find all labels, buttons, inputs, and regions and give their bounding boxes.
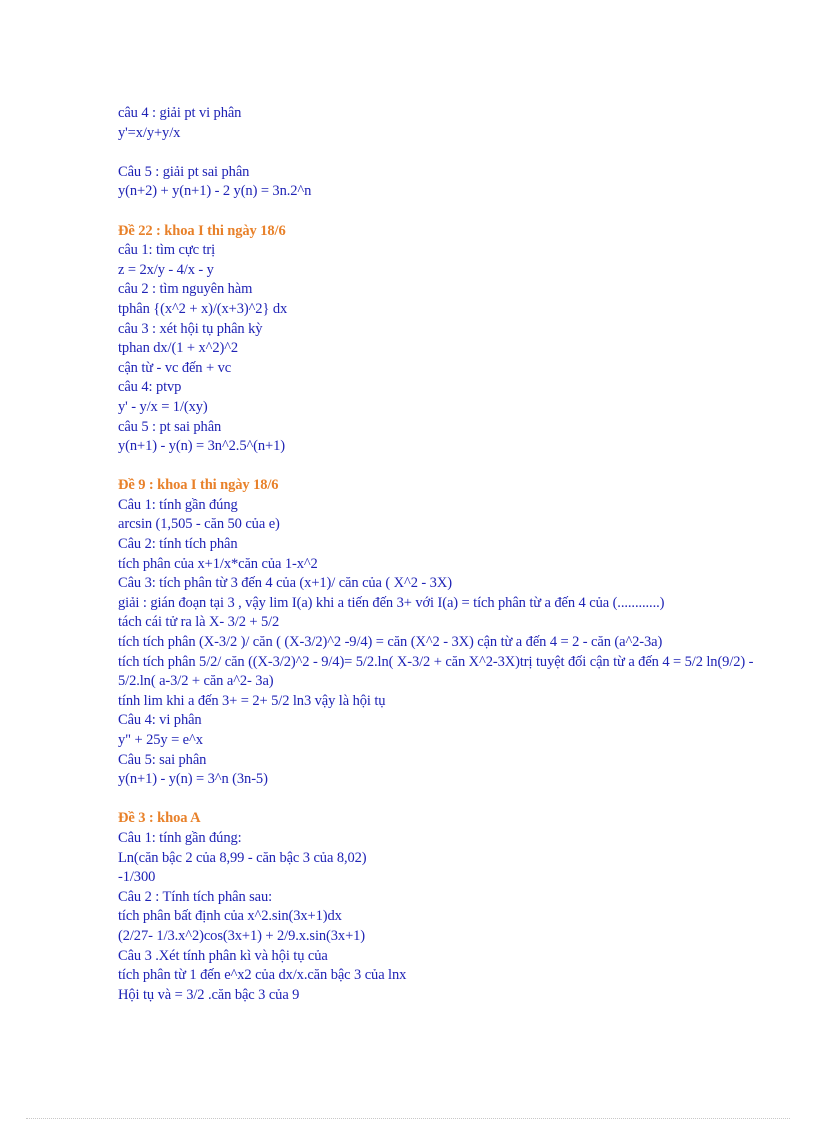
text-line: arcsin (1,505 - căn 50 của e)	[118, 516, 280, 533]
text-line: y(n+2) + y(n+1) - 2 y(n) = 3n.2^n	[118, 183, 312, 200]
text-line: cận từ - vc đến + vc	[118, 359, 232, 376]
text-line: Câu 2: tính tích phân	[118, 536, 238, 553]
text-line: câu 2 : tìm nguyên hàm	[118, 281, 253, 298]
text-line: -1/300	[118, 869, 156, 886]
text-line: tích phân của x+1/x*căn của 1-x^2	[118, 555, 318, 572]
page-footer-divider	[26, 1118, 790, 1119]
text-line: Hội tụ và = 3/2 .căn bậc 3 của 9	[118, 986, 300, 1003]
section-heading: Đề 9 : khoa I thi ngày 18/6	[118, 477, 279, 494]
question-block	[118, 104, 768, 143]
exam-section	[118, 476, 768, 790]
text-line: câu 4: ptvp	[118, 379, 182, 396]
text-line: Câu 1: tính gần đúng	[118, 496, 238, 513]
text-line: câu 5 : pt sai phân	[118, 418, 222, 435]
text-line: tách cái tử ra là X- 3/2 + 5/2	[118, 614, 280, 631]
section-heading: Đề 3 : khoa A	[118, 810, 201, 827]
text-line: câu 1: tìm cực trị	[118, 242, 216, 259]
text-line: tphân {(x^2 + x)/(x+3)^2} dx	[118, 300, 288, 317]
text-line: tích phân từ 1 đến e^x2 của dx/x.căn bậc 3 của lnx	[118, 967, 407, 984]
text-line: z = 2x/y - 4/x - y	[118, 261, 214, 278]
text-line: y(n+1) - y(n) = 3n^2.5^(n+1)	[118, 438, 286, 455]
text-line: tính lim khi a đến 3+ = 2+ 5/2 ln3 vậy là hội tụ	[118, 692, 386, 709]
question-block	[118, 163, 768, 202]
text-line: Câu 3: tích phân từ 3 đến 4 của (x+1)/ căn của ( X^2 - 3X)	[118, 575, 452, 592]
exam-section	[118, 222, 768, 457]
text-line: y(n+1) - y(n) = 3^n (3n-5)	[118, 771, 268, 788]
text-line: Câu 5 : giải pt sai phân	[118, 163, 250, 180]
text-line: tích phân bất định của x^2.sin(3x+1)dx	[118, 908, 342, 925]
document-body	[118, 104, 768, 1005]
text-line: tphan dx/(1 + x^2)^2	[118, 340, 239, 357]
text-line: Câu 3 .Xét tính phân kì và hội tụ của	[118, 947, 328, 964]
section-heading: Đề 22 : khoa I thi ngày 18/6	[118, 222, 286, 239]
text-line: tích tích phân 5/2/ căn ((X-3/2)^2 - 9/4)= 5/2.ln( X-3/2 + căn X^2-3X)trị tuyệt đối cận từ a đến 4 = 5/2 ln(9/2) - 5/2.ln( a-3/2 + căn a^2- 3a)	[118, 653, 754, 690]
text-line: giải : gián đoạn tại 3 , vậy lim I(a) khi a tiến đến 3+ với I(a) = tích phân từ a đến 4 của (............)	[118, 594, 665, 611]
text-line: câu 3 : xét hội tụ phân kỳ	[118, 320, 263, 337]
text-line: y' - y/x = 1/(xy)	[118, 398, 208, 415]
exam-section	[118, 809, 768, 1005]
text-line: y'=x/y+y/x	[118, 124, 181, 141]
text-line: (2/27- 1/3.x^2)cos(3x+1) + 2/9.x.sin(3x+1)	[118, 927, 366, 944]
text-line: Câu 4: vi phân	[118, 712, 202, 729]
text-line: tích tích phân (X-3/2 )/ căn ( (X-3/2)^2 -9/4) = căn (X^2 - 3X) cận từ a đến 4 = 2 - căn (a^2-3a)	[118, 634, 663, 651]
text-line: Câu 2 : Tính tích phân sau:	[118, 888, 273, 905]
text-line: Câu 1: tính gần đúng:	[118, 829, 242, 846]
text-line: câu 4 : giải pt vi phân	[118, 105, 242, 121]
text-line: Câu 5: sai phân	[118, 751, 207, 768]
text-line: Ln(căn bậc 2 của 8,99 - căn bậc 3 của 8,02)	[118, 849, 367, 866]
text-line: y" + 25y = e^x	[118, 732, 203, 748]
